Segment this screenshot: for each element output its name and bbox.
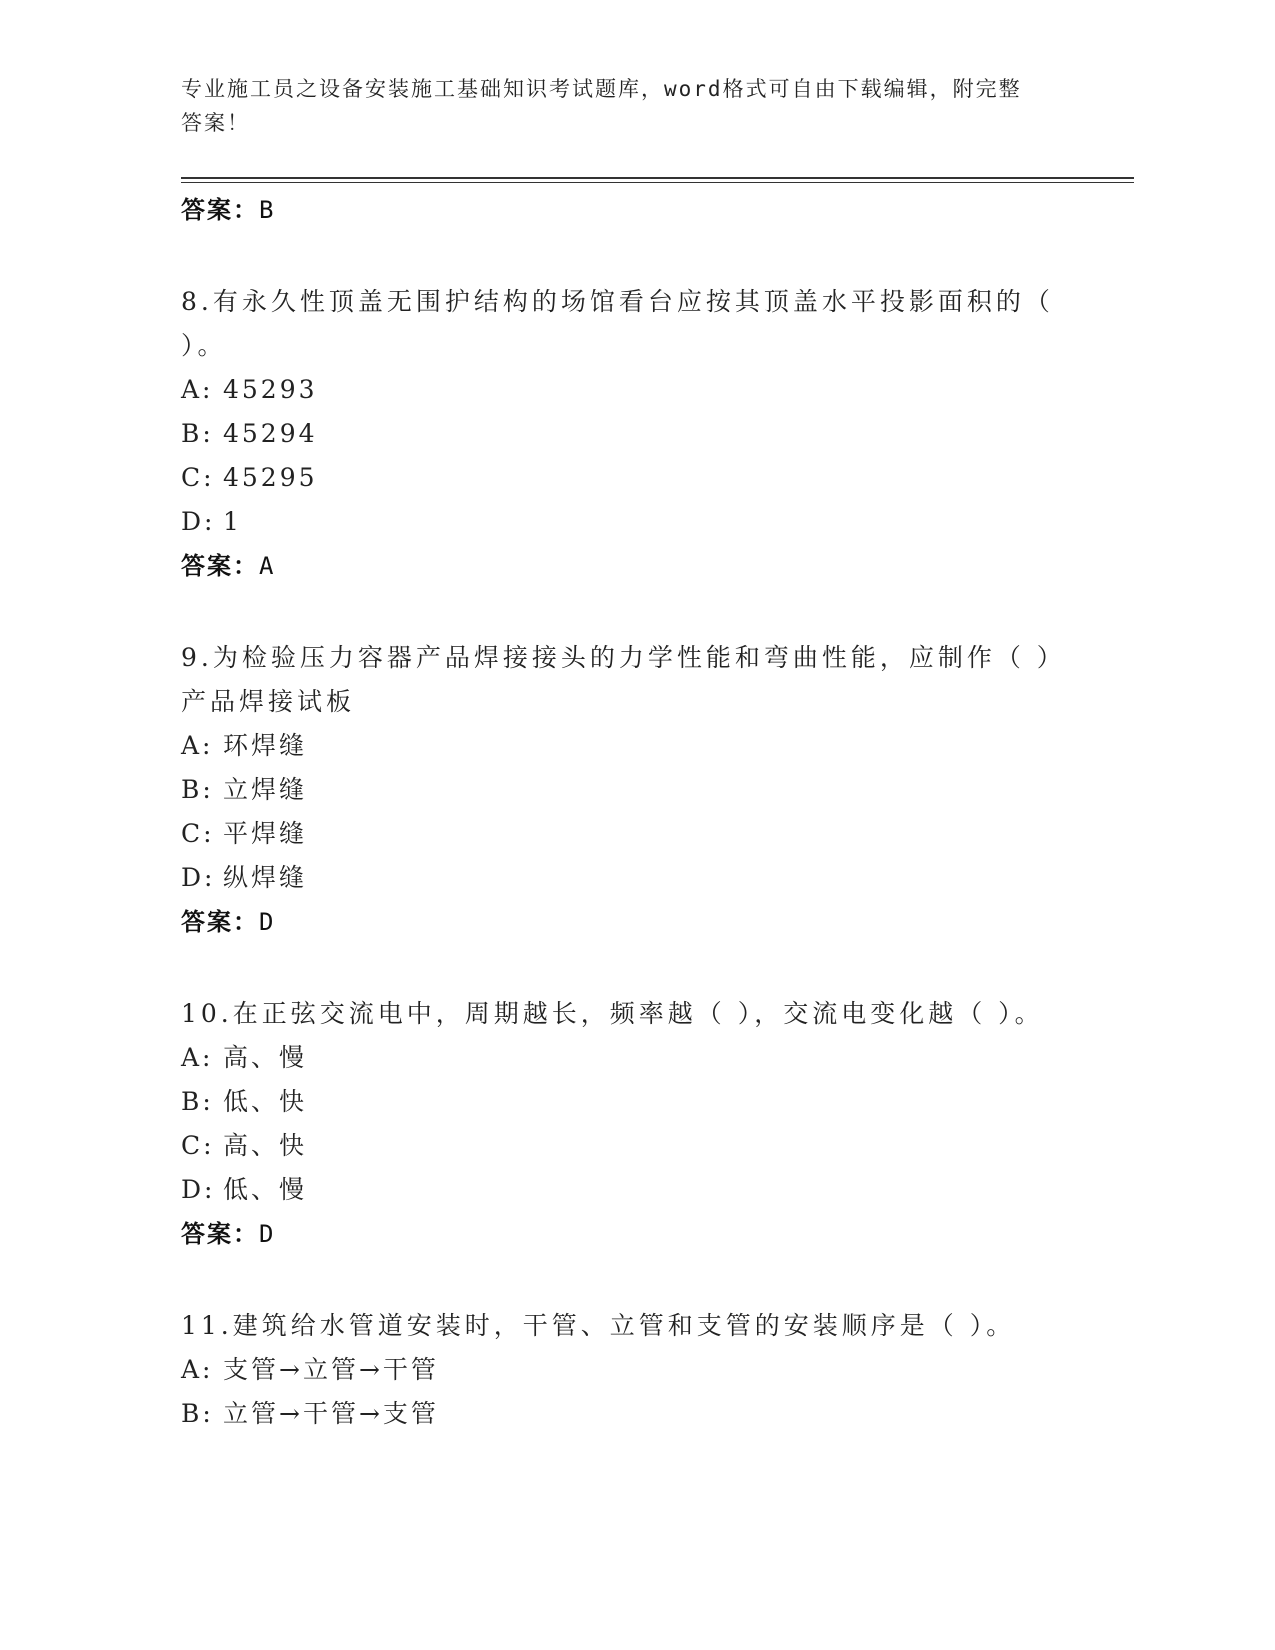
- question-9: [181, 636, 1061, 944]
- answer-label: 答案：: [181, 1220, 259, 1248]
- option-letter: C:: [181, 463, 215, 492]
- option-a: [181, 368, 1061, 412]
- option-text: 立焊缝: [223, 775, 308, 804]
- question-stem: 8.有永久性顶盖无围护结构的场馆看台应按其顶盖水平投影面积的（ ）。: [181, 287, 1054, 360]
- page-header: 专业施工员之设备安装施工基础知识考试题库，word格式可自由下载编辑，附完整答案！: [181, 77, 1022, 135]
- answer-line: [181, 900, 1061, 944]
- answer-label: 答案：: [181, 552, 259, 580]
- option-c: [181, 456, 1061, 500]
- option-letter: C:: [181, 1131, 215, 1160]
- option-letter: D:: [181, 1175, 216, 1204]
- question-stem: 11.建筑给水管道安装时，干管、立管和支管的安装顺序是（ ）。: [181, 1311, 1016, 1340]
- question-stem: 9.为检验压力容器产品焊接接头的力学性能和弯曲性能，应制作（ ）产品焊接试板: [181, 643, 1054, 716]
- header-rule-thick: [181, 177, 1134, 179]
- question-stem: 10.在正弦交流电中，周期越长，频率越（ ），交流电变化越（ ）。: [181, 999, 1044, 1028]
- option-a: [181, 1348, 1061, 1392]
- answer-line: [181, 188, 1061, 232]
- option-text: 平焊缝: [223, 819, 308, 848]
- option-text: 低、慢: [223, 1175, 308, 1204]
- option-text: 支管→立管→干管: [223, 1355, 439, 1384]
- question-11: [181, 1304, 1061, 1436]
- option-text: 高、慢: [223, 1043, 308, 1072]
- answer-label: 答案：: [181, 196, 259, 224]
- answer-value: D: [259, 1220, 276, 1248]
- option-letter: A:: [181, 731, 214, 760]
- answer-value: B: [259, 196, 276, 224]
- option-b: [181, 412, 1061, 456]
- option-letter: D:: [181, 863, 216, 892]
- answer-line: [181, 1212, 1061, 1256]
- option-letter: B:: [181, 775, 214, 804]
- option-text: 1: [223, 507, 242, 536]
- option-text: 环焊缝: [223, 731, 308, 760]
- option-a: [181, 1036, 1061, 1080]
- option-d: [181, 500, 1061, 544]
- option-d: [181, 856, 1061, 900]
- option-letter: A:: [181, 375, 214, 404]
- question-10: [181, 992, 1061, 1256]
- option-text: 高、快: [223, 1131, 308, 1160]
- option-letter: B:: [181, 1087, 214, 1116]
- option-text: 45295: [223, 463, 318, 492]
- answer-label: 答案：: [181, 908, 259, 936]
- option-text: 45293: [223, 375, 318, 404]
- option-text: 低、快: [223, 1087, 308, 1116]
- answer-line: [181, 544, 1061, 588]
- option-a: [181, 724, 1061, 768]
- option-b: [181, 1392, 1061, 1436]
- option-c: [181, 1124, 1061, 1168]
- option-b: [181, 768, 1061, 812]
- option-letter: D:: [181, 507, 216, 536]
- option-letter: B:: [181, 1399, 214, 1428]
- answer-value: D: [259, 908, 276, 936]
- option-c: [181, 812, 1061, 856]
- option-d: [181, 1168, 1061, 1212]
- option-b: [181, 1080, 1061, 1124]
- answer-value: A: [259, 552, 276, 580]
- option-letter: B:: [181, 419, 214, 448]
- option-text: 立管→干管→支管: [223, 1399, 439, 1428]
- option-letter: A:: [181, 1355, 214, 1384]
- question-list: [181, 188, 1061, 1436]
- option-text: 45294: [223, 419, 318, 448]
- option-letter: A:: [181, 1043, 214, 1072]
- header-rule-thin: [181, 182, 1134, 183]
- question-8: [181, 280, 1061, 588]
- option-text: 纵焊缝: [223, 863, 308, 892]
- option-letter: C:: [181, 819, 215, 848]
